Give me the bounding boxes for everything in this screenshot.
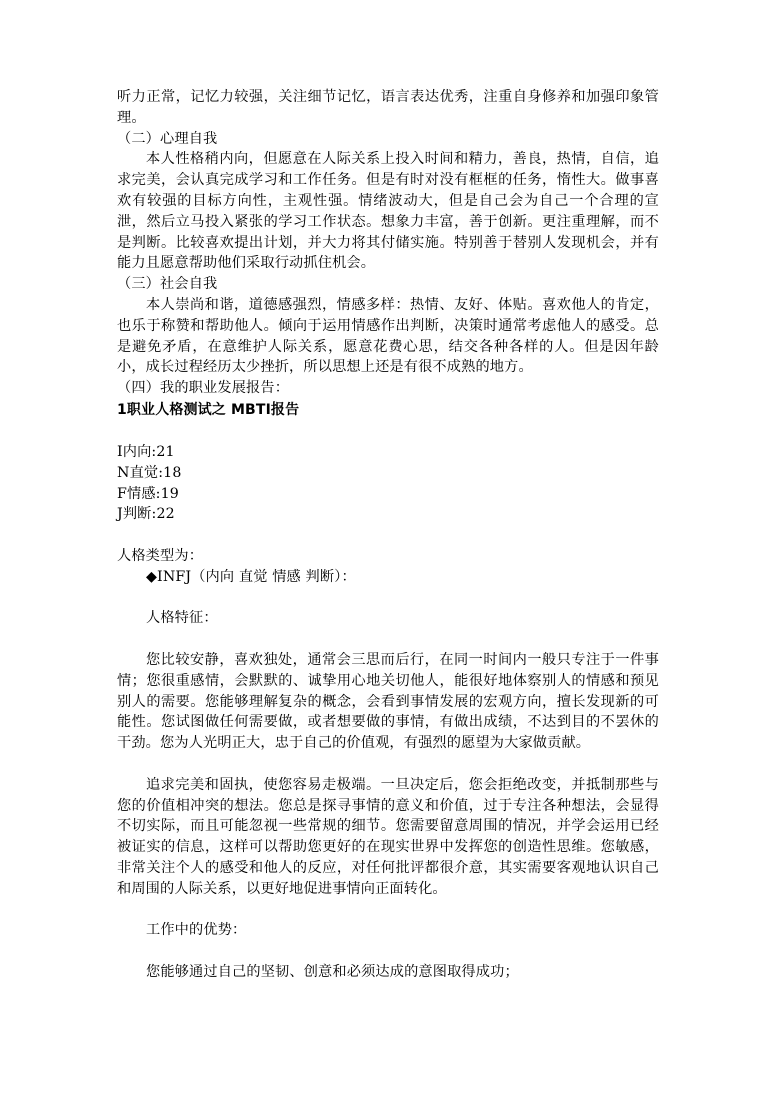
strength-item-1: 您能够通过自己的坚韧、创意和必须达成的意图取得成功； [146,963,519,980]
score-feeling: F情感:19 [117,485,179,502]
personality-type-value: ◆INFJ（内向 直觉 情感 判断）： [146,568,356,585]
section-heading-social-self: （三）社会自我 [117,276,218,293]
traits-label: 人格特征： [146,610,218,627]
document-page [117,87,659,983]
section-heading-career-report: （四）我的职业发展报告： [117,380,290,397]
traits-paragraph-1: 您比较安静，喜欢独处，通常会三思而后行，在同一时间内一般只专注于一件事情；您很重感情，会默默的、诚挚用心地关切他人，能很好地体察别人的情感和预见别人的需要。您能够理解复杂的概念，会看到事情发展的宏观方向，擅长发现新的可能性。您试图做任何需要做，或者想要做的事情，有做出成绩，不达到目的不罢休的干劲。您为人光明正大，忠于自己的价值观，有强烈的愿望为大家做贡献。 [117,651,659,752]
score-introversion: I内向:21 [117,443,175,460]
social-self-paragraph: 本人崇尚和谐，道德感强烈，情感多样：热情、友好、体贴。喜欢他人的肯定，也乐于称赞和帮助他人。倾向于运用情感作出判断，决策时通常考虑他人的感受。总是避免矛盾，在意维护人际关系，愿意花费心思，结交各种各样的人。但是因年龄小，成长过程经历太少挫折，所以思想上还是有很不成熟的地方。 [117,296,659,376]
personality-type-label: 人格类型为： [117,547,204,564]
score-judging: J判断:22 [117,506,175,523]
psychological-self-paragraph: 本人性格稍内向，但愿意在人际关系上投入时间和精力，善良，热情，自信，追求完美，会认真完成学习和工作任务。但是有时对没有框框的任务，惰性大。做事喜欢有较强的目标方向性，主观性强。情绪波动大，但是自己会为自己一个合理的宣泄，然后立马投入紧张的学习工作状态。想象力丰富，善于创新。更注重理解，而不是判断。比较喜欢提出计划，并大力将其付储实施。特别善于替别人发现机会，并有能力且愿意帮助他们采取行动抓住机会。 [117,151,659,272]
strengths-label: 工作中的优势： [146,922,247,939]
score-intuition: N直觉:18 [117,464,182,481]
mbti-report-heading: 1职业人格测试之 MBTI报告 [117,401,300,418]
traits-paragraph-2: 追求完美和固执，使您容易走极端。一旦决定后，您会拒绝改变，并抵制那些与您的价值相冲突的想法。您总是探寻事情的意义和价值，过于专注各种想法，会显得不切实际，而且可能忽视一些常规的细节。您需要留意周围的情况，并学会运用已经被证实的信息，这样可以帮助您更好的在现实世界中发挥您的创造性思维。您敏感，非常关注个人的感受和他人的反应，对任何批评都很介意，其实需要客观地认识自己和周围的人际关系，以更好地促进事情向正面转化。 [117,776,659,897]
section-heading-psychological-self: （二）心理自我 [117,130,218,147]
intro-paragraph: 听力正常，记忆力较强，关注细节记忆，语言表达优秀，注重自身修养和加强印象管理。 [117,89,659,126]
